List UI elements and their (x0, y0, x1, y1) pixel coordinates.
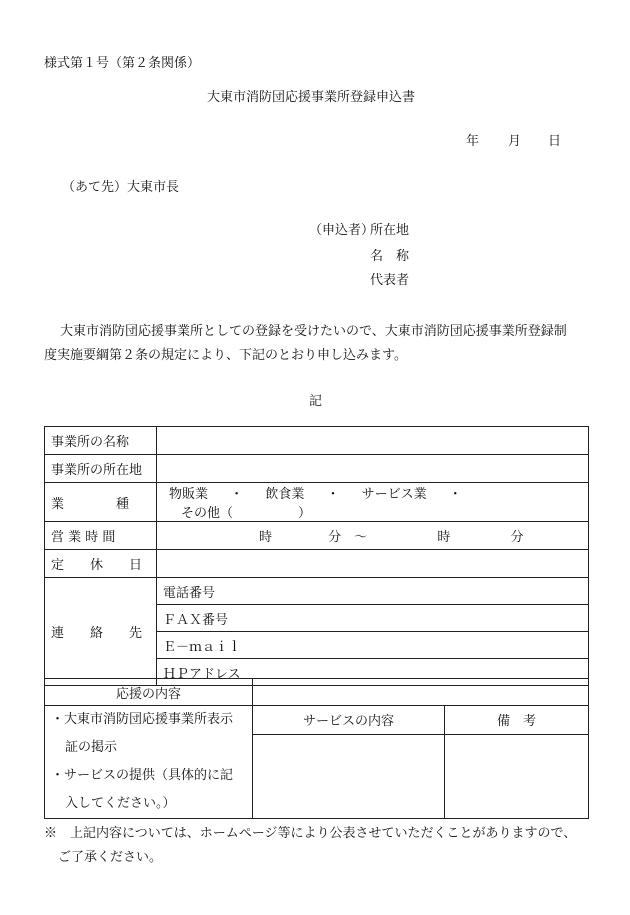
business-name-field[interactable] (157, 427, 589, 455)
support-header: 応援の内容 (45, 679, 253, 706)
applicant-rep-label: 代表者 (370, 273, 410, 288)
business-hours-label: 営 業 時 間 (45, 522, 157, 550)
business-type-options[interactable] (157, 483, 589, 522)
contact-fax[interactable]: ＦＡＸ番号 (157, 605, 589, 632)
service-content-header: サービスの内容 (253, 706, 445, 735)
type-separator: ・ (448, 487, 462, 502)
type-option-other[interactable]: その他（ ） (181, 506, 312, 521)
hours-close-minute: 分 (510, 530, 524, 545)
footer-note-line-1: ※ 上記内容については、ホームページ等により公表させていただくことがありますので、 (44, 826, 577, 841)
business-address-field[interactable] (157, 455, 589, 483)
holiday-label: 定 休 日 (45, 550, 157, 578)
date-month: 月 (508, 134, 522, 149)
applicant-name-label: 名 称 (370, 249, 410, 264)
support-item2-line2: 入してください。） (65, 796, 176, 811)
support-header-blank (253, 679, 589, 706)
ki-mark: 記 (309, 394, 323, 409)
business-hours-field[interactable] (157, 522, 589, 550)
hours-open-hour: 時 (259, 530, 273, 545)
table-row (45, 427, 589, 455)
remarks-header: 備 考 (445, 706, 589, 735)
support-item1-line2: 証の掲示 (65, 740, 118, 755)
form-number: 様式第１号（第２条関係） (44, 56, 201, 71)
business-type-label: 業 種 (45, 483, 157, 522)
type-separator: ・ (230, 487, 244, 502)
form-title: 大東市消防団応援事業所登録申込書 (207, 90, 416, 105)
contact-phone[interactable]: 電話番号 (157, 578, 589, 605)
holiday-field[interactable] (157, 550, 589, 578)
type-option-restaurant[interactable]: 飲食業 (265, 487, 305, 502)
date-day: 日 (548, 134, 562, 149)
table-row (45, 522, 589, 550)
table-row (45, 679, 589, 706)
support-items (45, 706, 253, 819)
table-row (45, 550, 589, 578)
contact-email[interactable]: Ｅ－ｍａｉｌ (157, 632, 589, 659)
addressee: （あて先）大東市長 (62, 180, 180, 195)
support-item2-line1: ・サービスの提供（具体的に記 (51, 768, 234, 783)
business-name-label: 事業所の名称 (45, 427, 157, 455)
type-option-retail[interactable]: 物販業 (169, 487, 209, 502)
registration-table (44, 426, 589, 686)
date-year: 年 (466, 134, 480, 149)
remarks-field[interactable] (445, 734, 589, 818)
applicant-address-label: 所在地 (370, 223, 410, 238)
table-row (45, 483, 589, 522)
contact-label: 連 絡 先 (45, 578, 157, 686)
type-separator: ・ (326, 487, 340, 502)
body-line-2: 度実施要綱第２条の規定により、下記のとおり申し込みます。 (44, 348, 407, 363)
applicant-prefix: （申込者） (309, 223, 375, 238)
support-table (44, 678, 589, 819)
table-row (45, 455, 589, 483)
hours-close-hour: 時 (437, 530, 451, 545)
body-line-1: 大東市消防団応援事業所としての登録を受けたいので、大東市消防団応援事業所登録制 (60, 324, 567, 339)
table-row (45, 578, 589, 605)
table-row (45, 706, 589, 735)
contact-hp[interactable]: ＨＰアドレス (157, 659, 589, 686)
type-option-service[interactable]: サービス業 (361, 487, 427, 502)
business-address-label: 事業所の所在地 (45, 455, 157, 483)
support-item1-line1: ・大東市消防団応援事業所表示 (51, 712, 234, 727)
service-content-field[interactable] (253, 734, 445, 818)
footer-note-line-2: ご了承ください。 (58, 850, 163, 865)
hours-open-minute: 分 ～ (328, 530, 368, 545)
